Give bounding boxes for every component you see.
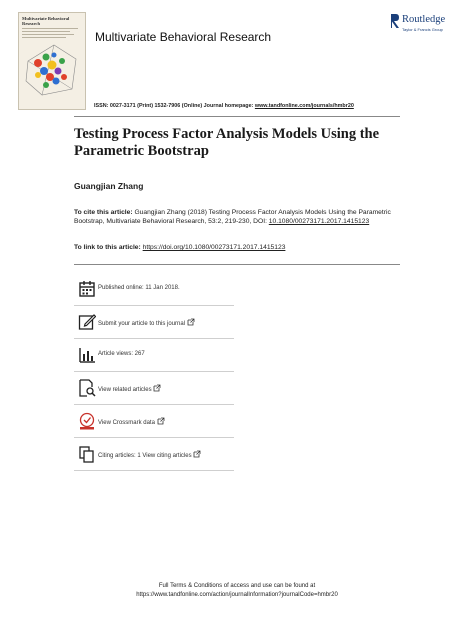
journal-header (18, 12, 458, 112)
footer-terms-text: Full Terms & Conditions of access and use can be found at (158, 583, 316, 589)
published-online-row (74, 278, 234, 302)
divider (74, 264, 400, 265)
journal-homepage-link[interactable]: www.tandfonline.com/journals/hmbr20 (254, 103, 354, 109)
external-link-icon (193, 450, 201, 458)
footer (0, 582, 474, 599)
journal-name: Multivariate Behavioral Research (95, 30, 272, 44)
cover-molecule-graphic (24, 41, 80, 99)
citing-articles-label: Citing articles: 1 View citing articles (98, 450, 201, 459)
divider (74, 371, 234, 372)
article-link-label: To link to this article: (74, 244, 143, 251)
bar-chart-icon (78, 346, 96, 364)
journal-cover-image[interactable] (18, 12, 86, 110)
calendar-icon (78, 280, 96, 298)
divider (74, 404, 234, 405)
article-doi-link[interactable]: https://doi.org/10.1080/00273171.2017.1415123 (142, 244, 286, 251)
publisher-sub: Taylor & Francis Group (402, 27, 443, 32)
footer-terms-link[interactable]: https://www.tandfonline.com/action/journalInformation?journalCode=hmbr20 (136, 591, 338, 598)
copy-icon (78, 445, 96, 463)
divider (74, 437, 234, 438)
issn-text: ISSN: 0027-3171 (Print) 1532-7906 (Online) Journal homepage: (94, 103, 255, 109)
external-link-icon (187, 318, 195, 326)
issn-line (94, 103, 354, 109)
publisher-name: Routledge (402, 14, 446, 25)
external-link-icon (153, 384, 161, 392)
article-link-line (74, 244, 285, 251)
divider (74, 305, 234, 306)
crossmark-label: View Crossmark data (98, 417, 165, 426)
cover-title: Multivariate Behavioral Research (22, 16, 70, 26)
citation-label: To cite this article: (74, 209, 133, 216)
article-author: Guangjian Zhang (74, 181, 144, 191)
divider (74, 116, 400, 117)
external-link-icon (157, 417, 165, 425)
article-views-label: Article views: 267 (98, 351, 145, 357)
publisher-logo (388, 12, 458, 42)
citation-block (74, 209, 404, 226)
submit-article-row[interactable] (74, 311, 234, 335)
search-document-icon (78, 379, 96, 397)
related-articles-row[interactable] (74, 377, 234, 401)
routledge-r-icon (390, 13, 400, 29)
crossmark-row[interactable] (74, 410, 234, 434)
divider (74, 470, 234, 471)
crossmark-icon (78, 412, 96, 430)
related-articles-label: View related articles (98, 384, 161, 393)
citation-doi-link[interactable]: 10.1080/00273171.2017.1415123 (268, 217, 370, 225)
citing-articles-row[interactable] (74, 443, 234, 467)
citation-text: Guangjian Zhang (2018) Testing Process Factor Analysis Models Using the Parametric Bootstrap, Multivariate Behavioral Research, 53:2, 219-230, DOI: (74, 209, 391, 225)
article-views-row (74, 344, 234, 368)
published-online-label: Published online: 11 Jan 2018. (98, 285, 180, 291)
submit-article-label: Submit your article to this journal (98, 318, 195, 327)
edit-icon (78, 313, 96, 331)
divider (74, 338, 234, 339)
article-title: Testing Process Factor Analysis Models Using the Parametric Bootstrap (74, 126, 380, 159)
